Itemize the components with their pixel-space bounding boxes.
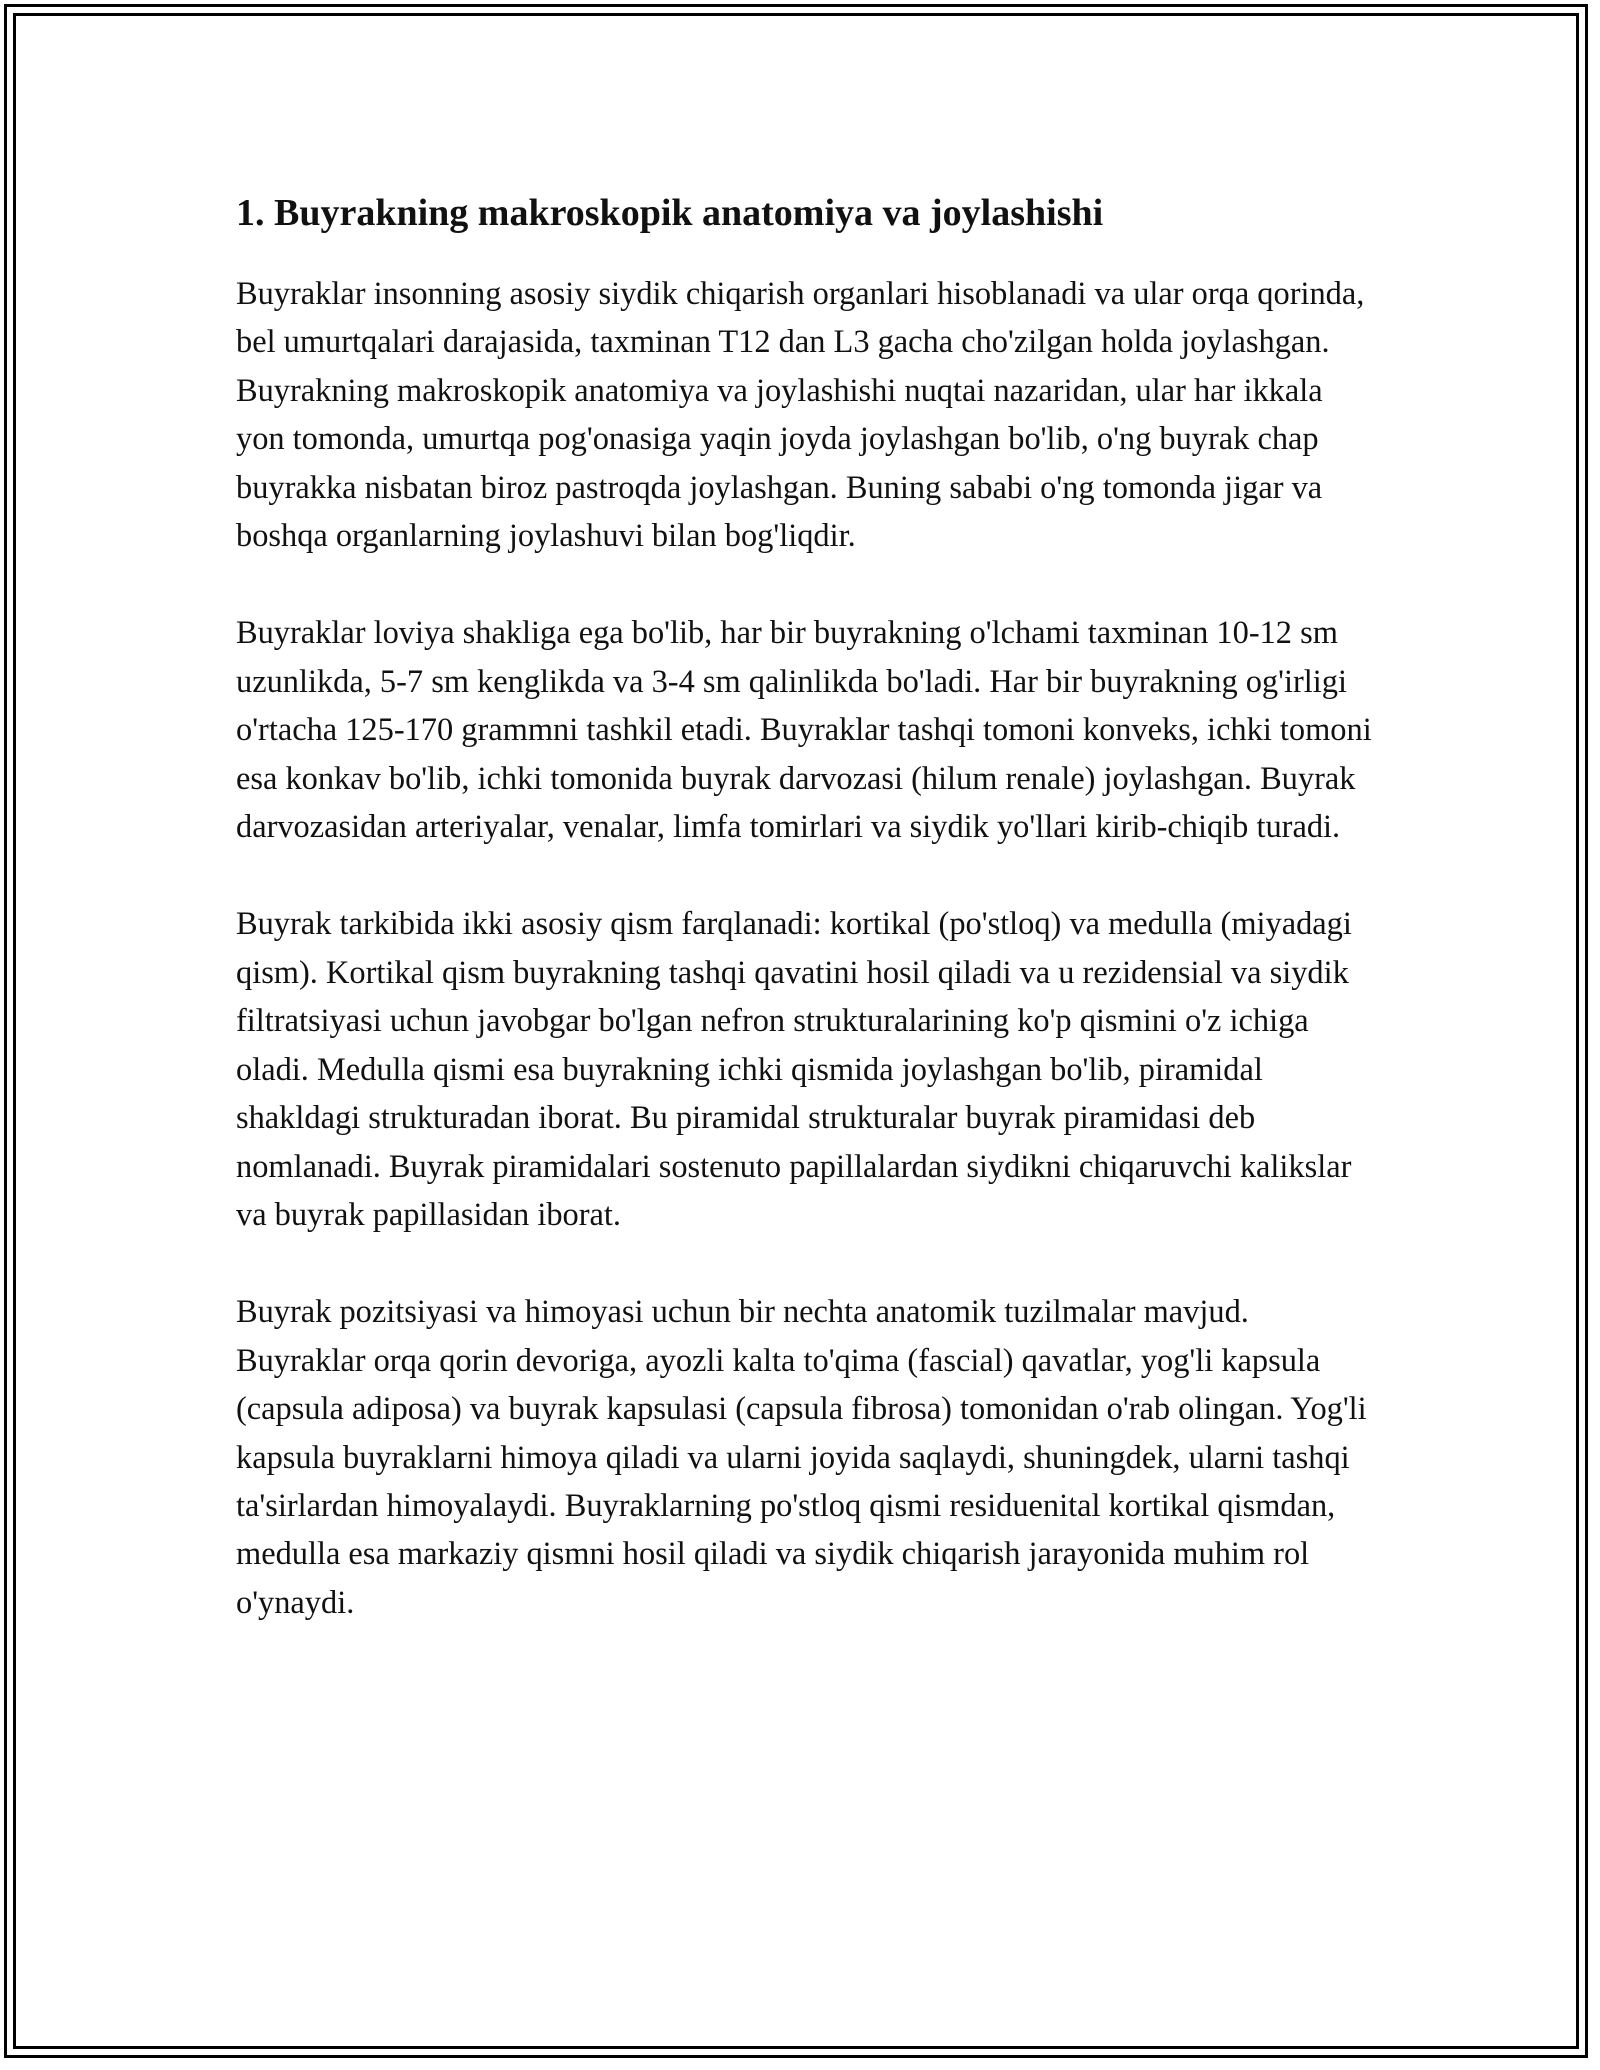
document-body	[236, 186, 1372, 1676]
paragraph-4: Buyrak pozitsiyasi va himoyasi uchun bir nechta anatomik tuzilmalar mavjud. Buyraklar orqa qorin devoriga, ayozli kalta to'qima (fascial) qavatlar, yog'li kapsula (capsula adiposa) va buyrak kapsulasi (capsula fibrosa) tomonidan o'rab olingan. Yog'li kapsula buyraklarni himoya qiladi va ularni joyida saqlaydi, shuningdek, ularni tashqi ta'sirlardan himoyalaydi. Buyraklarning po'stloq qismi residuenital kortikal qismdan, medulla esa markaziy qismni hosil qiladi va siydik chiqarish jarayonida muhim rol o'ynaydi.	[236, 1294, 1367, 1621]
paragraph-3: Buyrak tarkibida ikki asosiy qism farqlanadi: kortikal (po'stloq) va medulla (miyadagi qism). Kortikal qism buyrakning tashqi qavatini hosil qiladi va u rezidensial va siydik filtratsiyasi uchun javobgar bo'lgan nefron strukturalarining ko'p qismini o'z ichiga oladi. Medulla qismi esa buyrakning ichki qismida joylashgan bo'lib, piramidal shakldagi strukturadan iborat. Bu piramidal strukturalar buyrak piramidasi deb nomlanadi. Buyrak piramidalari sostenuto papillalardan siydikni chiqaruvchi kalikslar va buyrak papillasidan iborat.	[236, 906, 1352, 1233]
paragraph-2: Buyraklar loviya shakliga ega bo'lib, har bir buyrakning o'lchami taxminan 10-12 sm uzunlikda, 5-7 sm kenglikda va 3-4 sm qalinlikda bo'ladi. Har bir buyrakning og'irligi o'rtacha 125-170 grammni tashkil etadi. Buyraklar tashqi tomoni konveks, ichki tomoni esa konkav bo'lib, ichki tomonida buyrak darvozasi (hilum renale) joylashgan. Buyrak darvozasidan arteriyalar, venalar, limfa tomirlari va siydik yo'llari kirib-chiqib turadi.	[236, 615, 1372, 846]
page-title: 1. Buyrakning makroskopik anatomiya va joylashishi	[236, 192, 1104, 234]
paragraph-1: Buyraklar insonning asosiy siydik chiqarish organlari hisoblanadi va ular orqa qorinda, bel umurtqalari darajasida, taxminan T12 dan L3 gacha cho'zilgan holda joylashgan. Buyrakning makroskopik anatomiya va joylashishi nuqtai nazaridan, ular har ikkala yon tomonda, umurtqa pog'onasiga yaqin joyda joylashgan bo'lib, o'ng buyrak chap buyrakka nisbatan biroz pastroqda joylashgan. Buning sababi o'ng tomonda jigar va boshqa organlarning joylashuvi bilan bog'liqdir.	[236, 276, 1365, 555]
